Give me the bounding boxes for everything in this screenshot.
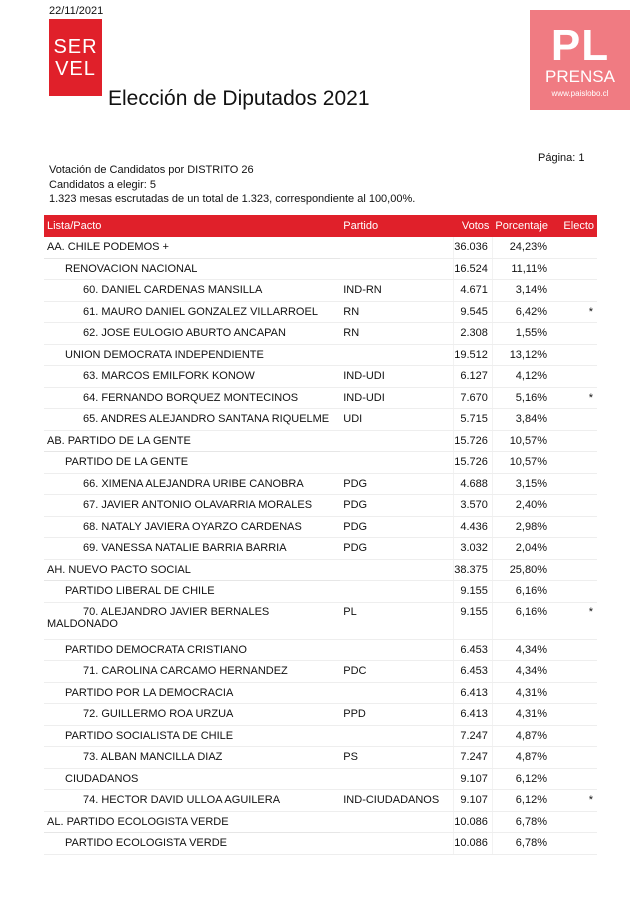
row-electo xyxy=(551,747,597,769)
table-row xyxy=(44,366,597,388)
row-name: AB. PARTIDO DE LA GENTE xyxy=(44,430,340,452)
row-electo xyxy=(551,682,597,704)
row-electo xyxy=(551,430,597,452)
row-partido xyxy=(340,430,454,452)
row-electo xyxy=(551,538,597,560)
header-votos: Votos xyxy=(454,215,493,237)
watermark-big: PL xyxy=(550,21,610,70)
info-mesas: 1.323 mesas escrutadas de un total de 1.323, correspondiente al 100,00%. xyxy=(49,193,416,205)
row-porcentaje: 6,78% xyxy=(492,833,551,855)
row-electo xyxy=(551,495,597,517)
row-name: 61. MAURO DANIEL GONZALEZ VILLARROEL xyxy=(44,301,340,323)
table-row xyxy=(44,833,597,855)
row-name: AL. PARTIDO ECOLOGISTA VERDE xyxy=(44,811,340,833)
row-votos: 9.107 xyxy=(454,768,493,790)
row-porcentaje: 4,34% xyxy=(492,639,551,661)
row-name: 73. ALBAN MANCILLA DIAZ xyxy=(44,747,340,769)
row-votos: 6.453 xyxy=(454,661,493,683)
table-row xyxy=(44,559,597,581)
row-electo xyxy=(551,768,597,790)
row-porcentaje: 13,12% xyxy=(492,344,551,366)
row-electo xyxy=(551,323,597,345)
vote-info xyxy=(49,163,415,207)
row-partido: PDC xyxy=(340,661,454,683)
row-name: PARTIDO DEMOCRATA CRISTIANO xyxy=(44,639,340,661)
row-partido: IND-CIUDADANOS xyxy=(340,790,454,812)
table-row xyxy=(44,258,597,280)
row-electo xyxy=(551,833,597,855)
row-electo xyxy=(551,581,597,603)
row-electo xyxy=(551,409,597,431)
header-partido: Partido xyxy=(340,215,454,237)
row-partido xyxy=(340,581,454,603)
table-row xyxy=(44,538,597,560)
row-name: PARTIDO ECOLOGISTA VERDE xyxy=(44,833,340,855)
table-row xyxy=(44,581,597,603)
row-name: 68. NATALY JAVIERA OYARZO CARDENAS xyxy=(44,516,340,538)
table-row xyxy=(44,387,597,409)
watermark-logo xyxy=(530,10,630,110)
row-electo xyxy=(551,366,597,388)
row-name: 72. GUILLERMO ROA URZUA xyxy=(44,704,340,726)
row-electo xyxy=(551,559,597,581)
watermark-sub: PRENSA xyxy=(545,67,615,86)
table-row xyxy=(44,790,597,812)
watermark-url: www.paislobo.cl xyxy=(551,89,609,98)
row-partido xyxy=(340,682,454,704)
row-porcentaje: 2,40% xyxy=(492,495,551,517)
row-votos: 9.155 xyxy=(454,581,493,603)
row-porcentaje: 10,57% xyxy=(492,430,551,452)
row-porcentaje: 2,98% xyxy=(492,516,551,538)
table-row xyxy=(44,452,597,474)
table-row xyxy=(44,768,597,790)
row-votos: 4.436 xyxy=(454,516,493,538)
row-electo xyxy=(551,237,597,258)
row-partido: UDI xyxy=(340,409,454,431)
row-electo xyxy=(551,661,597,683)
header-electo: Electo xyxy=(551,215,597,237)
row-name: PARTIDO SOCIALISTA DE CHILE xyxy=(44,725,340,747)
row-votos: 15.726 xyxy=(454,452,493,474)
row-porcentaje: 6,12% xyxy=(492,768,551,790)
row-partido xyxy=(340,811,454,833)
row-electo: * xyxy=(551,387,597,409)
row-partido: RN xyxy=(340,323,454,345)
row-porcentaje: 24,23% xyxy=(492,237,551,258)
row-votos: 6.413 xyxy=(454,682,493,704)
row-name: 66. XIMENA ALEJANDRA URIBE CANOBRA xyxy=(44,473,340,495)
row-votos: 15.726 xyxy=(454,430,493,452)
row-partido: PDG xyxy=(340,538,454,560)
row-electo xyxy=(551,258,597,280)
row-votos: 6.453 xyxy=(454,639,493,661)
row-partido xyxy=(340,237,454,258)
row-partido: IND-UDI xyxy=(340,366,454,388)
row-votos: 9.155 xyxy=(454,602,493,639)
table-row xyxy=(44,301,597,323)
row-name: 60. DANIEL CARDENAS MANSILLA xyxy=(44,280,340,302)
row-votos: 7.670 xyxy=(454,387,493,409)
row-partido xyxy=(340,452,454,474)
results-body xyxy=(44,237,597,854)
table-row xyxy=(44,704,597,726)
row-porcentaje: 3,15% xyxy=(492,473,551,495)
row-name: RENOVACION NACIONAL xyxy=(44,258,340,280)
row-porcentaje: 6,78% xyxy=(492,811,551,833)
table-row xyxy=(44,747,597,769)
row-partido xyxy=(340,258,454,280)
row-votos: 10.086 xyxy=(454,833,493,855)
page-number: Página: 1 xyxy=(538,152,585,164)
row-name: 67. JAVIER ANTONIO OLAVARRIA MORALES xyxy=(44,495,340,517)
row-porcentaje: 4,31% xyxy=(492,682,551,704)
row-porcentaje: 4,31% xyxy=(492,704,551,726)
table-row xyxy=(44,516,597,538)
row-votos: 6.127 xyxy=(454,366,493,388)
row-porcentaje: 4,12% xyxy=(492,366,551,388)
row-partido xyxy=(340,725,454,747)
row-name: 71. CAROLINA CARCAMO HERNANDEZ xyxy=(44,661,340,683)
row-partido: IND-UDI xyxy=(340,387,454,409)
row-votos: 9.107 xyxy=(454,790,493,812)
row-name: UNION DEMOCRATA INDEPENDIENTE xyxy=(44,344,340,366)
row-porcentaje: 2,04% xyxy=(492,538,551,560)
row-name: PARTIDO DE LA GENTE xyxy=(44,452,340,474)
info-district: Votación de Candidatos por DISTRITO 26 xyxy=(49,164,254,176)
table-header-row xyxy=(44,215,597,237)
row-porcentaje: 4,87% xyxy=(492,747,551,769)
row-porcentaje: 10,57% xyxy=(492,452,551,474)
info-candidates: Candidatos a elegir: 5 xyxy=(49,178,157,191)
row-votos: 36.036 xyxy=(454,237,493,258)
row-votos: 9.545 xyxy=(454,301,493,323)
table-row xyxy=(44,409,597,431)
row-porcentaje: 4,34% xyxy=(492,661,551,683)
row-votos: 4.671 xyxy=(454,280,493,302)
row-partido xyxy=(340,768,454,790)
row-partido xyxy=(340,344,454,366)
row-porcentaje: 6,16% xyxy=(492,581,551,603)
table-row xyxy=(44,344,597,366)
row-partido: PDG xyxy=(340,495,454,517)
row-electo xyxy=(551,452,597,474)
row-name: AH. NUEVO PACTO SOCIAL xyxy=(44,559,340,581)
row-electo xyxy=(551,704,597,726)
row-porcentaje: 1,55% xyxy=(492,323,551,345)
row-electo: * xyxy=(551,790,597,812)
row-name: PARTIDO POR LA DEMOCRACIA xyxy=(44,682,340,704)
row-partido: PDG xyxy=(340,516,454,538)
row-porcentaje: 6,42% xyxy=(492,301,551,323)
row-votos: 16.524 xyxy=(454,258,493,280)
table-row xyxy=(44,639,597,661)
row-name: CIUDADANOS xyxy=(44,768,340,790)
row-electo xyxy=(551,639,597,661)
row-name: 65. ANDRES ALEJANDRO SANTANA RIQUELME xyxy=(44,409,340,431)
row-porcentaje: 6,12% xyxy=(492,790,551,812)
row-name: 70. ALEJANDRO JAVIER BERNALES MALDONADO xyxy=(44,602,340,639)
row-partido: IND-RN xyxy=(340,280,454,302)
row-partido: PDG xyxy=(340,473,454,495)
table-row xyxy=(44,602,597,639)
row-porcentaje: 3,84% xyxy=(492,409,551,431)
row-name: 64. FERNANDO BORQUEZ MONTECINOS xyxy=(44,387,340,409)
page-title: Elección de Diputados 2021 xyxy=(108,87,370,110)
row-partido xyxy=(340,559,454,581)
row-name: 63. MARCOS EMILFORK KONOW xyxy=(44,366,340,388)
results-table xyxy=(44,215,597,855)
table-row xyxy=(44,280,597,302)
header-porcentaje: Porcentaje xyxy=(492,215,551,237)
row-votos: 19.512 xyxy=(454,344,493,366)
table-row xyxy=(44,430,597,452)
row-porcentaje: 5,16% xyxy=(492,387,551,409)
row-electo: * xyxy=(551,602,597,639)
row-votos: 2.308 xyxy=(454,323,493,345)
table-row xyxy=(44,811,597,833)
row-porcentaje: 6,16% xyxy=(492,602,551,639)
servel-logo xyxy=(49,19,102,96)
table-row xyxy=(44,725,597,747)
table-row xyxy=(44,661,597,683)
row-partido: PS xyxy=(340,747,454,769)
row-votos: 7.247 xyxy=(454,725,493,747)
row-votos: 4.688 xyxy=(454,473,493,495)
row-porcentaje: 11,11% xyxy=(492,258,551,280)
logo-line2: VEL xyxy=(55,57,96,80)
row-votos: 6.413 xyxy=(454,704,493,726)
table-row xyxy=(44,237,597,258)
row-electo xyxy=(551,280,597,302)
row-name: 62. JOSE EULOGIO ABURTO ANCAPAN xyxy=(44,323,340,345)
table-row xyxy=(44,682,597,704)
row-partido xyxy=(340,833,454,855)
row-electo xyxy=(551,811,597,833)
row-electo: * xyxy=(551,301,597,323)
row-votos: 3.570 xyxy=(454,495,493,517)
row-votos: 38.375 xyxy=(454,559,493,581)
row-partido: PPD xyxy=(340,704,454,726)
row-name: PARTIDO LIBERAL DE CHILE xyxy=(44,581,340,603)
row-partido: PL xyxy=(340,602,454,639)
logo-line1: SER xyxy=(53,35,98,58)
row-electo xyxy=(551,344,597,366)
row-partido: RN xyxy=(340,301,454,323)
row-electo xyxy=(551,725,597,747)
row-partido xyxy=(340,639,454,661)
row-porcentaje: 3,14% xyxy=(492,280,551,302)
row-votos: 7.247 xyxy=(454,747,493,769)
row-name: AA. CHILE PODEMOS + xyxy=(44,237,340,258)
row-porcentaje: 25,80% xyxy=(492,559,551,581)
table-row xyxy=(44,495,597,517)
row-name: 74. HECTOR DAVID ULLOA AGUILERA xyxy=(44,790,340,812)
row-electo xyxy=(551,516,597,538)
table-row xyxy=(44,473,597,495)
report-date: 22/11/2021 xyxy=(49,5,104,17)
row-votos: 5.715 xyxy=(454,409,493,431)
header-lista: Lista/Pacto xyxy=(44,215,340,237)
row-votos: 3.032 xyxy=(454,538,493,560)
table-row xyxy=(44,323,597,345)
row-porcentaje: 4,87% xyxy=(492,725,551,747)
row-votos: 10.086 xyxy=(454,811,493,833)
row-name: 69. VANESSA NATALIE BARRIA BARRIA xyxy=(44,538,340,560)
row-electo xyxy=(551,473,597,495)
